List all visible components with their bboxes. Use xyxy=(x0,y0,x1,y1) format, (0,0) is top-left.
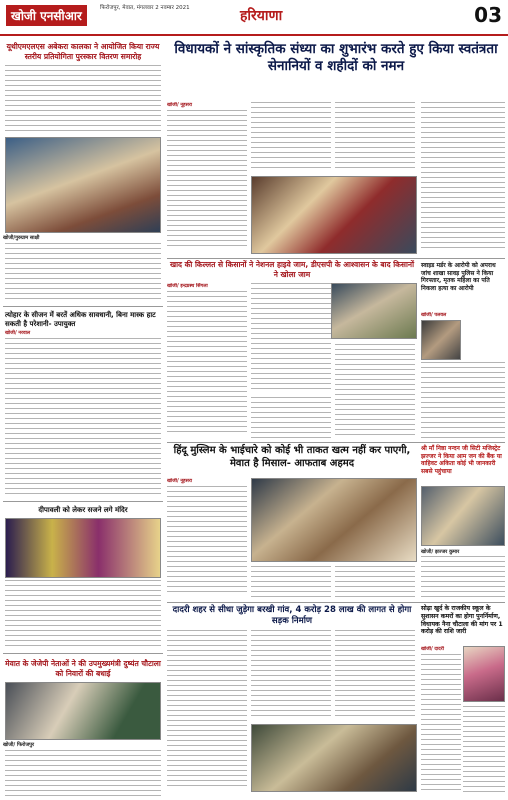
unity-col-3 xyxy=(335,566,415,598)
story4-body xyxy=(5,750,161,796)
left-column xyxy=(3,40,163,796)
unity-headline: हिंदू मुस्लिम के भाईचारे को कोई भी ताकत खत्म नहीं कर पाएगी, मेवात है मिसाल- आफताब अहमद xyxy=(173,445,411,469)
road-col-3 xyxy=(335,630,415,720)
story2-byline: खोजी/ नरवाल xyxy=(5,331,31,336)
lead-col-2 xyxy=(251,102,331,172)
farmers-text-4 xyxy=(251,397,331,439)
road-text-1 xyxy=(167,630,247,790)
murder-photo xyxy=(421,320,461,360)
lead-col-2-text xyxy=(251,102,331,172)
farmers-text-2 xyxy=(251,283,331,393)
school-text-2 xyxy=(463,706,505,792)
unity-col-2 xyxy=(251,566,331,598)
road-col-2 xyxy=(251,630,331,720)
farmers-col-2 xyxy=(251,283,331,393)
school-headline-box xyxy=(421,605,505,636)
farmers-headline: खाद की किल्लत से किसानों ने नेशनल हाइवे जाम, डीएसपी के आश्वासन के बाद किसानों ने खोला जाम xyxy=(169,260,415,279)
masthead xyxy=(0,0,508,36)
farmers-col-1 xyxy=(167,283,247,438)
farmers-col-3 xyxy=(335,344,415,439)
unity-text-2 xyxy=(251,566,331,598)
story1-photo xyxy=(5,137,161,233)
school-headline: सोढ़ा खुर्द के राजकीय स्कूल के सुशासन कमरों का होगा पुनर्निर्माण, विधायक नैना चौटाला की मांग पर 1 करोड़ की राशि जारी xyxy=(421,605,503,636)
murder-body xyxy=(421,312,505,438)
murder-text xyxy=(421,362,505,438)
murder-byline: खोजी/ पलवल xyxy=(421,313,447,318)
side-headline-box xyxy=(421,445,505,475)
lead-col-3 xyxy=(335,102,415,172)
school-photo xyxy=(463,646,505,702)
road-text-2 xyxy=(251,630,331,720)
story3-body xyxy=(5,580,161,650)
story3-headline: दीपावली को लेकर सजने लगे मंदिर xyxy=(38,506,128,514)
unity-byline: खोजी/ नूहसरा xyxy=(167,479,193,484)
school-byline: खोजी/ दादरी xyxy=(421,647,444,652)
lead-headline-box xyxy=(167,40,505,96)
section-title: हरियाणा xyxy=(240,8,283,24)
lead-photo xyxy=(251,176,417,254)
farmers-col-2b xyxy=(251,397,331,439)
school-text-1 xyxy=(421,654,461,790)
road-headline-box xyxy=(167,605,417,626)
story2-headline: त्योहार के सीजन में बरतें अधिक सावधानी, बिना मास्क हाट सकती है परेशानी- उपायुक्त xyxy=(5,311,156,328)
story4-caption: खोजी/ फिरोजपुर xyxy=(3,742,35,748)
main-area xyxy=(167,40,505,796)
side-caption: खोजी/ झज्जर कुमार xyxy=(421,549,460,555)
story4-headline: मेवात के जेजेपी नेताओं ने की उपमुख्यमंत्री दुष्यंत चौटाला को निवारों की बधाई xyxy=(5,659,161,678)
farmers-text-3 xyxy=(335,344,415,439)
farmers-byline: खोजी/ इन्द्रप्रस्थ सिंगला xyxy=(167,284,208,289)
farmers-headline-box xyxy=(167,260,417,279)
farmers-text-1 xyxy=(167,291,247,436)
story1-body xyxy=(5,65,161,135)
lead-col-1 xyxy=(167,102,247,252)
road-text-3 xyxy=(335,630,415,720)
lead-headline: विधायकों ने सांस्कृतिक संध्या का शुभारंभ करते हुए किया स्वतंत्रता सेनानियों व शहीदों को नमन xyxy=(174,41,498,74)
story2-body xyxy=(5,338,161,498)
road-photo xyxy=(251,724,417,792)
side-text xyxy=(421,556,505,598)
unity-text-3 xyxy=(335,566,415,598)
side-body xyxy=(421,556,505,598)
road-headline: दादरी शहर से सीधा जुड़ेगा बरखी गांव, 4 करोड़ 28 लाख की लागत से होगा सड़क निर्माण xyxy=(172,605,412,626)
school-col-2 xyxy=(463,706,505,792)
newspaper-logo: खोजी एनसीआर xyxy=(6,5,87,26)
side-headline: श्री माँ निष्ठा नन्दन जी सिटी मजिस्ट्रेट झज्जर ने किया आम जन की बैंक या वाहिवट अकिता कोई भी जानकारी सबसे पहुंचाया xyxy=(421,445,502,475)
page-number: 03 xyxy=(474,3,502,27)
farmers-photo xyxy=(331,283,417,339)
unity-text-1 xyxy=(167,486,247,596)
murder-headline xyxy=(421,262,505,292)
story1-headline: यूथीएमएलएस अबेकरा कालका ने आयोजित किया राज्य स्तरीय प्रतियोगिता पुरस्कार वितरण समारोह xyxy=(6,42,160,61)
story1-caption: खोजी/गुरुग्राम साक्षी xyxy=(3,235,40,241)
murder-headline-text: स्वाइड मर्डर के आरोपी को अपराध जांच शाखा सावड़ पुलिस ने किया गिरफ्तार, मृतक महिला का पति निकला हत्या का आरोपी xyxy=(421,262,496,292)
lead-col-1-text xyxy=(167,110,247,250)
unity-photo xyxy=(251,478,417,562)
lead-col-3-text xyxy=(335,102,415,172)
unity-col-1 xyxy=(167,478,247,598)
story3-photo xyxy=(5,518,161,578)
school-col-1 xyxy=(421,646,461,792)
side-photo xyxy=(421,486,505,546)
story4-photo xyxy=(5,682,161,740)
lead-col-4-text xyxy=(421,102,505,252)
unity-headline-box xyxy=(167,445,417,470)
date-line: फिरोजपुर, मेवात, मंगलवार 2 नवम्बर 2021 xyxy=(100,5,190,11)
road-col-1 xyxy=(167,630,247,790)
story1-body-2 xyxy=(5,243,161,303)
lead-col-4 xyxy=(421,102,505,252)
lead-byline: खोजी/ नूहसरा xyxy=(167,103,193,108)
